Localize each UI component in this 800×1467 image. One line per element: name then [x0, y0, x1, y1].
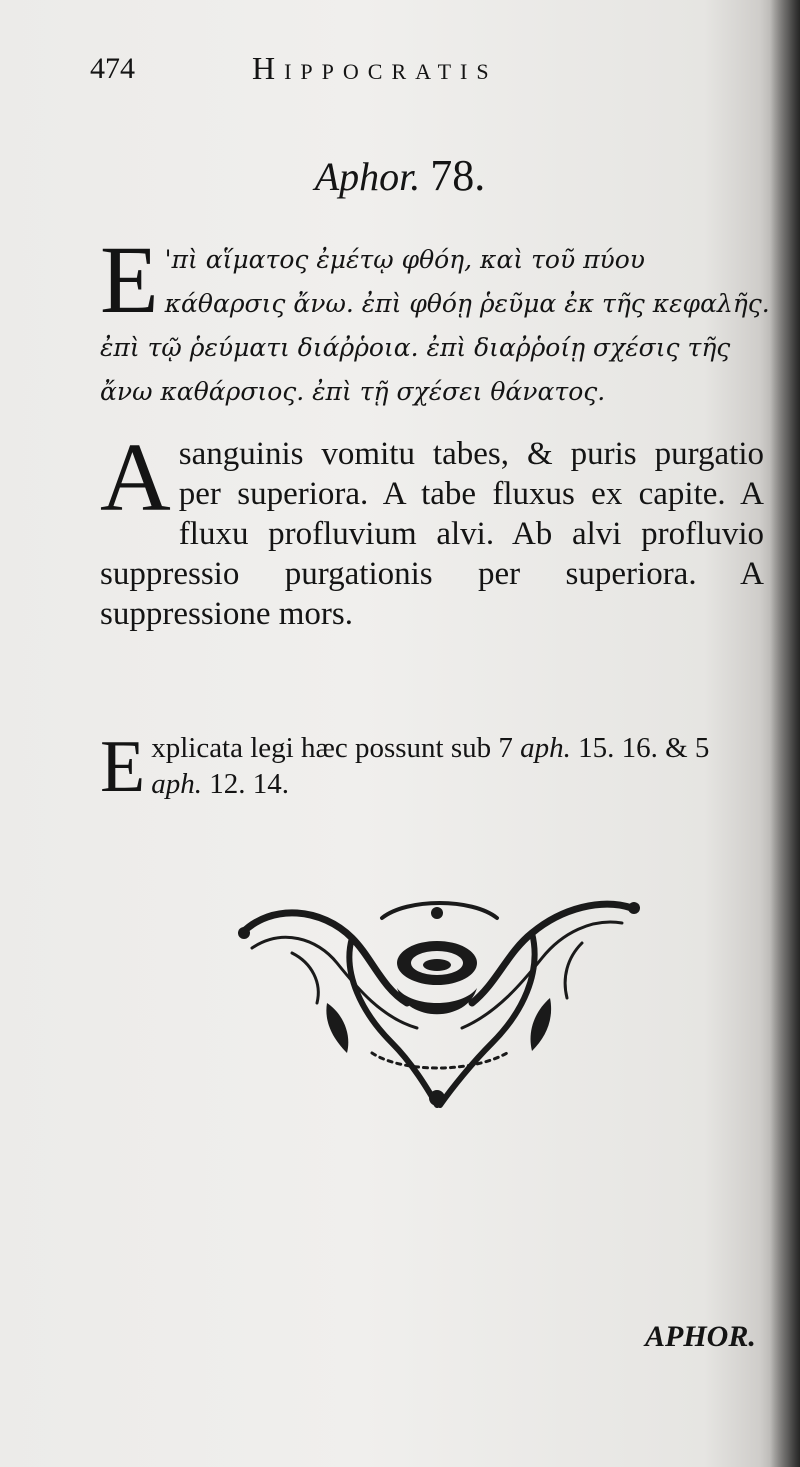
aphorism-number: 78.: [430, 151, 486, 200]
catchword: APHOR.: [645, 1320, 756, 1353]
note-ref2-abbrev: aph.: [151, 768, 202, 800]
rococo-ornament: [232, 893, 644, 1113]
page-edge-shadow: [770, 0, 800, 1467]
note-connector: & 5: [665, 732, 710, 764]
note-ref1-abbrev: aph.: [520, 732, 571, 764]
running-head: Hippocratis: [252, 50, 498, 86]
greek-body: 'πὶ αἵματος ἐμέτῳ φθόη, καὶ τοῦ πύου κάθαρσις ἄνω. ἐπὶ φθόῃ ῥεῦμα ἐκ τῆς κεφαλῆς. ἐπὶ τῷ ῥεύματι διάῤῥοια. ἐπὶ διαῤῥοίῃ σχέσις τῆς ἄνω καθάρσιος. ἐπὶ τῇ σχέσει θάνατος.: [100, 245, 770, 406]
note-ref2-numbers: 12. 14.: [209, 768, 289, 800]
latin-drop-cap: A: [100, 424, 171, 532]
aphorism-heading: [0, 150, 800, 201]
greek-drop-cap: E: [100, 226, 159, 333]
greek-text: [100, 226, 770, 414]
note-drop-cap: E: [100, 726, 146, 808]
page-header: [90, 48, 770, 88]
aphorism-label: Aphor.: [314, 154, 421, 199]
latin-body: sanguinis vomitu tabes, & puris purgatio per superiora. A tabe fluxus ex capite. A fluxu profluvium alvi. Ab alvi profluvio suppressio purgationis per superiora. A suppressione mors.: [100, 436, 764, 632]
page-number: 474: [90, 52, 135, 85]
note-ref1-numbers: 15. 16.: [578, 732, 658, 764]
note-text: xplicata legi hæc possunt sub 7: [151, 732, 513, 764]
commentary-note: [100, 726, 764, 808]
latin-translation: [100, 424, 764, 634]
